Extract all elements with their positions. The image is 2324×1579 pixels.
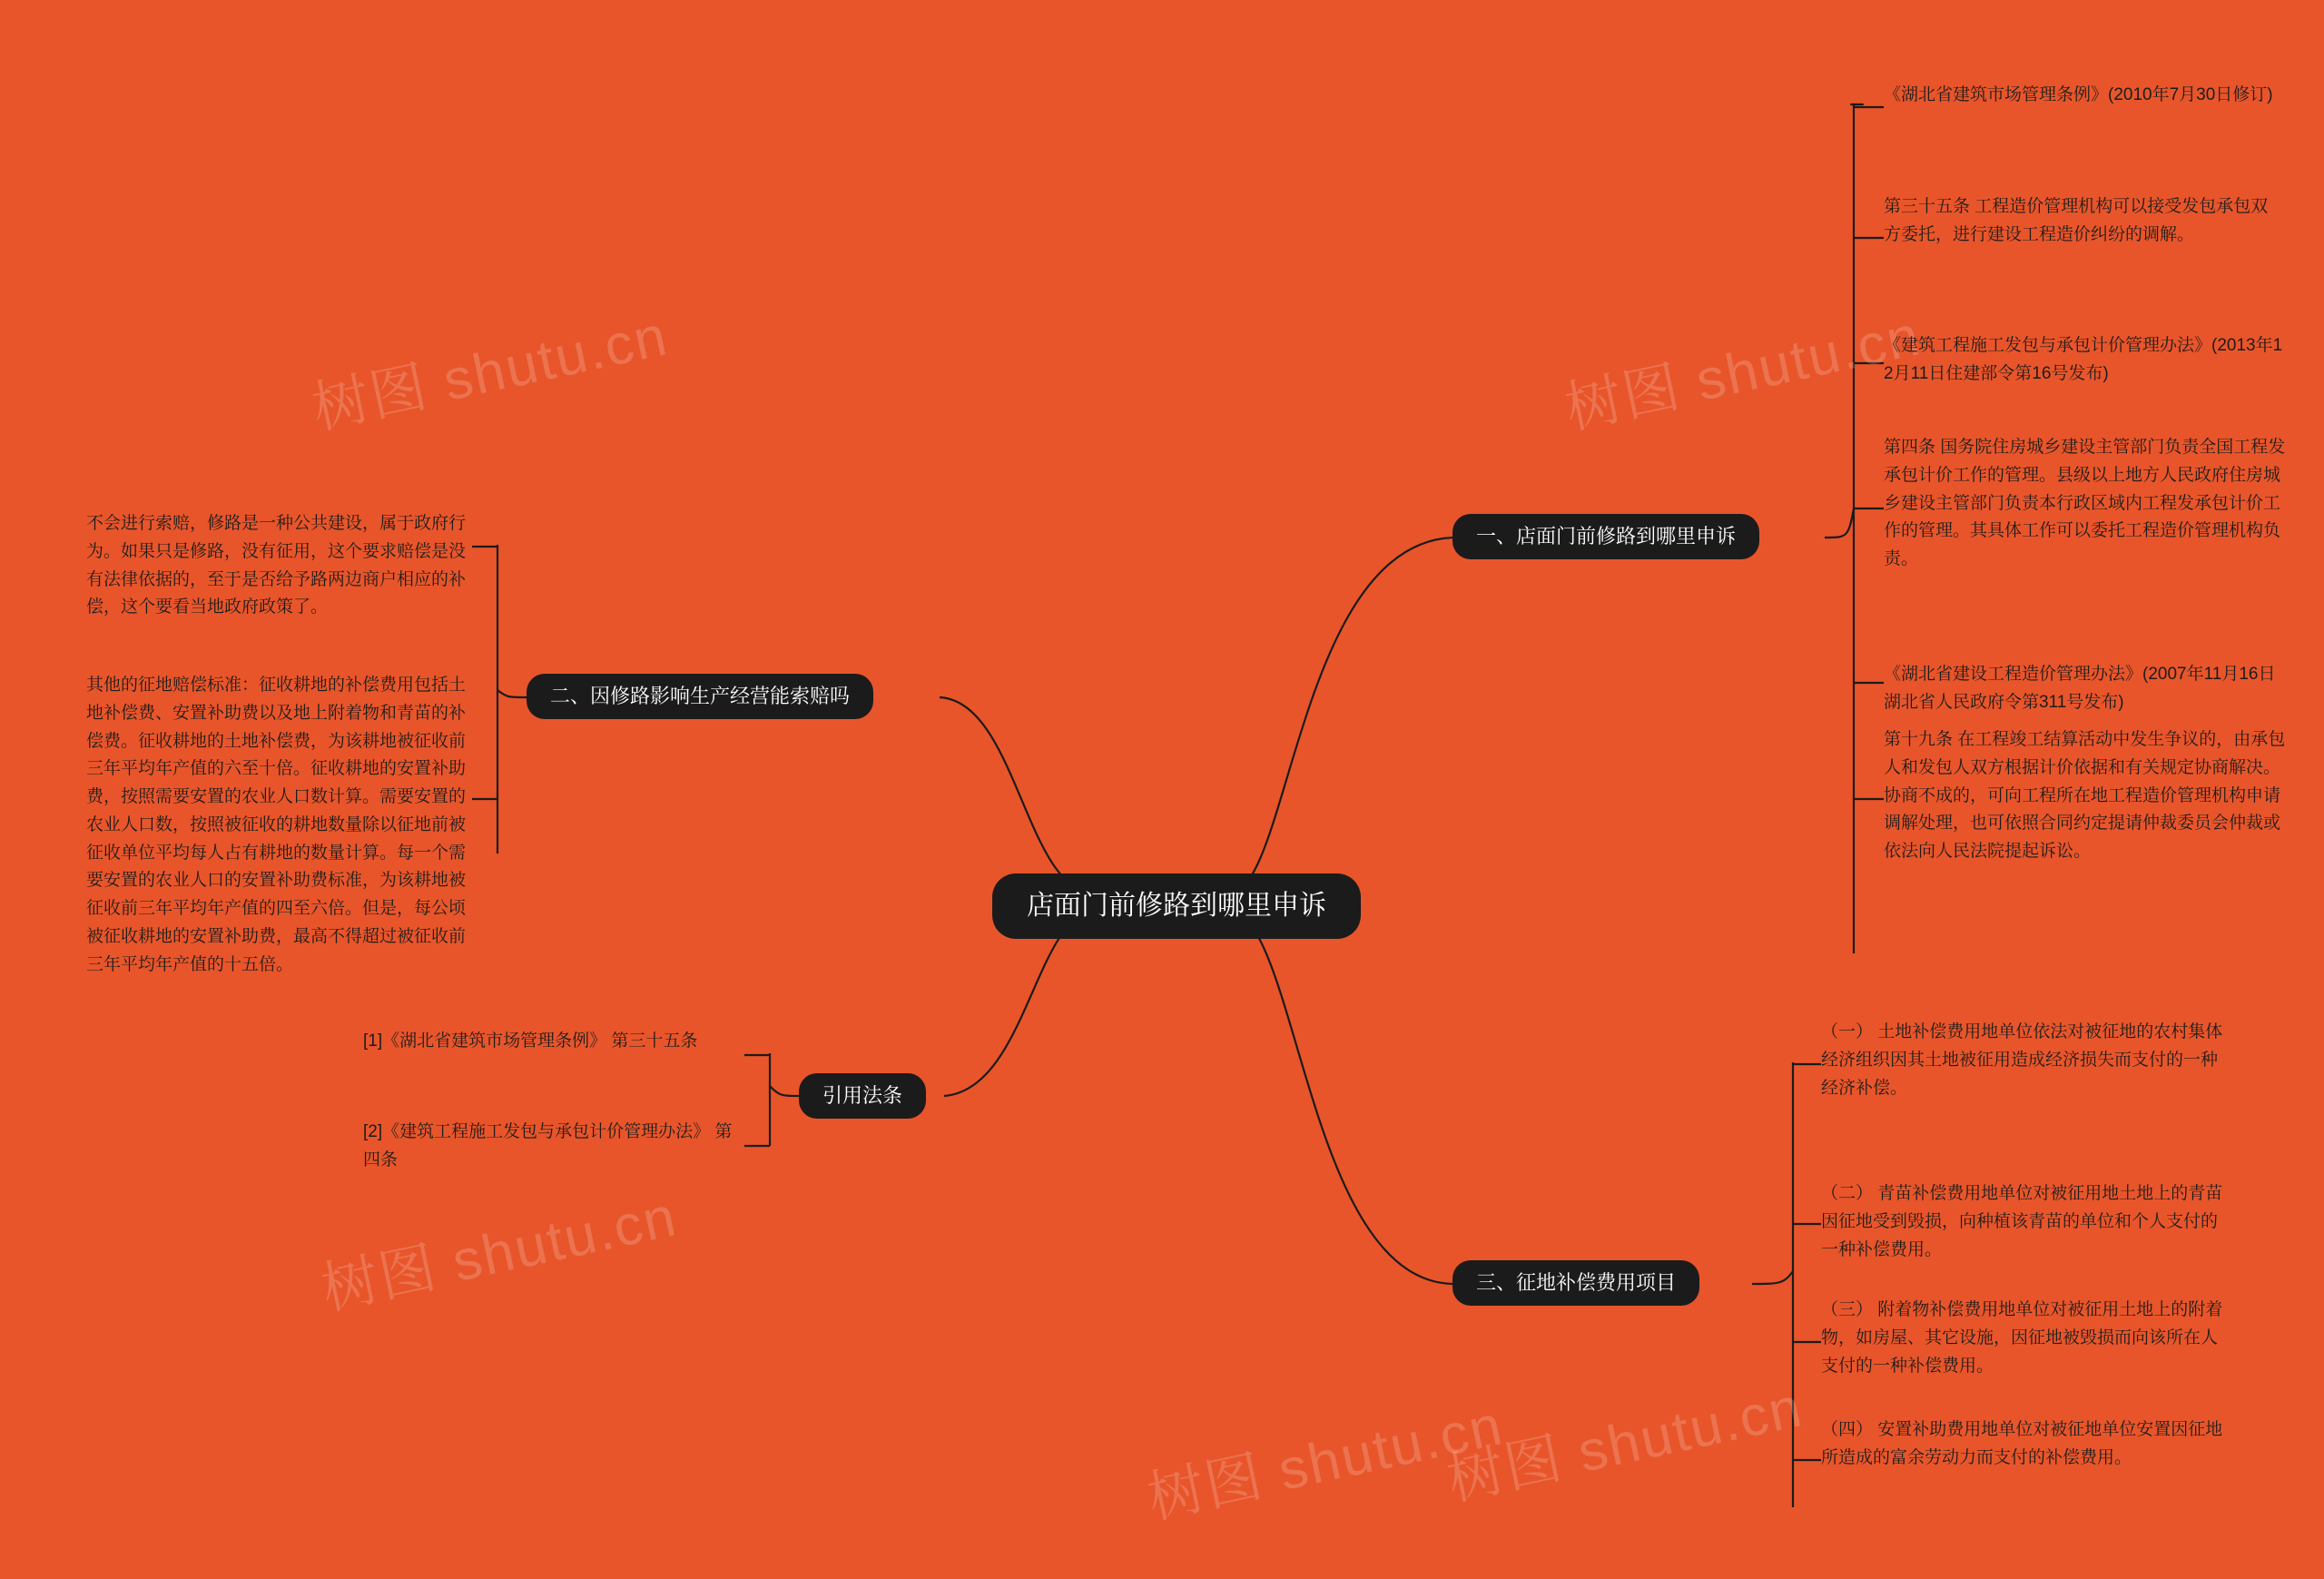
branch-node-1[interactable]: 一、店面门前修路到哪里申诉 — [1452, 514, 1759, 559]
leaf-text: 《建筑工程施工发包与承包计价管理办法》(2013年12月11日住建部令第16号发布) — [1884, 336, 2283, 383]
leaf-text: （三） 附着物补偿费用地单位对被征用土地上的附着物，如房屋、其它设施，因征地被毁损而向该所在人支付的一种补偿费用。 — [1821, 1300, 2223, 1376]
leaf-text: （二） 青苗补偿费用地单位对被征用地土地上的青苗因征地受到毁损，向种植该青苗的单位和个人支付的一种补偿费用。 — [1821, 1184, 2223, 1259]
branch-node-4[interactable]: 三、征地补偿费用项目 — [1452, 1260, 1699, 1306]
root-node[interactable]: 店面门前修路到哪里申诉 — [992, 873, 1361, 939]
watermark: 树图 shutu.cn — [1560, 304, 1926, 441]
leaf-text: 不会进行索赔，修路是一种公共建设，属于政府行为。如果只是修路，没有征用，这个要求赔偿是没有法律依据的，至于是否给予路两边商户相应的补偿，这个要看当地政府政策了。 — [86, 514, 467, 617]
leaf-text: 《湖北省建筑市场管理条例》(2010年7月30日修订) — [1884, 85, 2273, 104]
leaf-text: [2]《建筑工程施工发包与承包计价管理办法》 第四条 — [363, 1122, 733, 1169]
leaf-text: 其他的征地赔偿标准：征收耕地的补偿费用包括土地补偿费、安置补助费以及地上附着物和青苗的补偿费。征收耕地的土地补偿费，为该耕地被征收前三年平均年产值的六至十倍。征收耕地的安置补助费，按照需要安置的农业人口数计算。需要安置的农业人口数，按照被征收的耕地数量除以征地前被征收单位平均每人占有耕地的数量计算。每一个需要安置的农业人口的安置补助费标准，为该耕地被征收前三年平均年产值的四至六倍。但是，每公顷被征收耕地的安置补助费，最高不得超过被征收前三年平均年产值的十五倍。 — [86, 676, 467, 974]
leaf-text: 第四条 国务院住房城乡建设主管部门负责全国工程发承包计价工作的管理。县级以上地方人民政府住房城乡建设主管部门负责本行政区域内工程发承包计价工作的管理。其具体工作可以委托工程造价管理机构负责。 — [1884, 438, 2286, 569]
leaf-text: 第十九条 在工程竣工结算活动中发生争议的，由承包人和发包人双方根据计价依据和有关规定协商解决。协商不成的，可向工程所在地工程造价管理机构申请调解处理，也可依照合同约定提请仲裁委员会仲裁或依法向人民法院提起诉讼。 — [1884, 730, 2286, 862]
leaf-text: [1]《湖北省建筑市场管理条例》 第三十五条 — [363, 1031, 698, 1051]
leaf-text: （四） 安置补助费用地单位对被征地单位安置因征地所造成的富余劳动力而支付的补偿费用。 — [1821, 1420, 2223, 1467]
watermark: 树图 shutu.cn — [1142, 1394, 1509, 1531]
watermark: 树图 shutu.cn — [1442, 1376, 1808, 1513]
watermark: 树图 shutu.cn — [307, 304, 674, 441]
watermark: 树图 shutu.cn — [316, 1185, 683, 1322]
leaf-text: 《湖北省建设工程造价管理办法》(2007年11月16日湖北省人民政府令第311号发布) — [1884, 665, 2276, 712]
leaf-text: （一） 土地补偿费用地单位依法对被征地的农村集体经济组织因其土地被征用造成经济损失而支付的一种经济补偿。 — [1821, 1022, 2223, 1098]
branch-node-3[interactable]: 引用法条 — [799, 1073, 926, 1119]
leaf-text: 第三十五条 工程造价管理机构可以接受发包承包双方委托，进行建设工程造价纠纷的调解。 — [1884, 197, 2269, 244]
branch-node-2[interactable]: 二、因修路影响生产经营能索赔吗 — [527, 674, 873, 719]
